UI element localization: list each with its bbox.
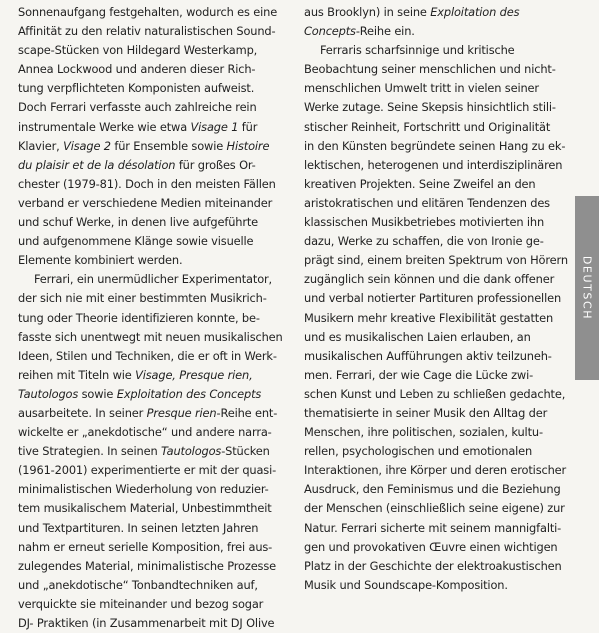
text-segment: menschlichen Umwelt tritt in vielen seiner bbox=[304, 81, 539, 96]
text-segment: -Stücken bbox=[221, 444, 270, 459]
text-segment: verband er verschiedene Medien miteinander bbox=[18, 195, 273, 210]
text-segment: Affinität zu den relativ naturalistischen Sound- bbox=[18, 24, 276, 39]
italic-title: Tautologos bbox=[18, 386, 79, 401]
language-tab-label: DEUTSCH bbox=[580, 255, 594, 321]
text-segment: Sonnenaufgang festgehalten, wodurch es eine bbox=[18, 5, 278, 19]
text-line bbox=[18, 118, 290, 137]
text-line bbox=[304, 442, 566, 461]
text-segment: Ferrari, ein unermüdlicher Experimentator, bbox=[34, 272, 273, 287]
text-segment: klassischen Musikbetriebes motivierten ihn bbox=[304, 215, 545, 230]
text-line bbox=[18, 60, 290, 79]
text-line bbox=[304, 232, 566, 251]
text-segment: sowie bbox=[78, 386, 117, 401]
text-line bbox=[18, 41, 290, 60]
text-segment: thematisierte in seiner Musik den Alltag der bbox=[304, 405, 548, 420]
text-segment: und schuf Werke, in denen live aufgeführte bbox=[18, 215, 259, 230]
text-line bbox=[304, 3, 566, 22]
text-segment: tung oder Theorie identifizieren konnte, be- bbox=[18, 310, 260, 325]
text-segment: tive Strategien. In seinen bbox=[18, 444, 162, 459]
text-line bbox=[304, 60, 566, 79]
text-segment: und verbal notierter Partituren professionellen bbox=[304, 291, 562, 306]
italic-title: du plaisir et de la désolation bbox=[18, 157, 176, 172]
text-segment: Klavier, bbox=[18, 138, 64, 153]
text-line bbox=[18, 328, 290, 347]
text-line bbox=[304, 137, 566, 156]
text-line bbox=[304, 194, 566, 213]
text-line bbox=[304, 385, 566, 404]
text-line bbox=[18, 595, 290, 614]
text-line bbox=[304, 499, 566, 518]
text-line bbox=[18, 557, 290, 576]
text-line bbox=[18, 98, 290, 117]
text-line bbox=[304, 175, 566, 194]
text-line bbox=[18, 576, 290, 595]
left-text-column bbox=[18, 3, 290, 633]
text-segment: Ausdruck, den Feminismus und die Beziehung bbox=[304, 482, 561, 497]
text-segment: tem musikalischem Material, Unbestimmtheit bbox=[18, 501, 272, 516]
text-segment: zugänglich sein können und die dank offener bbox=[304, 272, 555, 287]
text-line bbox=[18, 461, 290, 480]
text-segment: prägt sind, einem breiten Spektrum von Hörern bbox=[304, 253, 568, 268]
italic-title: Visage 2 bbox=[63, 138, 111, 153]
text-line bbox=[304, 366, 566, 385]
text-line bbox=[304, 480, 566, 499]
text-segment: und es musikalischen Laien erlauben, an bbox=[304, 329, 531, 344]
italic-title: Exploitation des bbox=[430, 5, 520, 19]
text-line bbox=[18, 499, 290, 518]
text-segment: Ferraris scharfsinnige und kritische bbox=[320, 43, 515, 58]
text-segment: kreativen Projekten. Seine Zweifel an den bbox=[304, 176, 536, 191]
italic-title: Visage 1 bbox=[190, 119, 239, 134]
text-segment: Menschen, ihre politischen, sozialen, kultu- bbox=[304, 425, 543, 440]
text-segment: und aufgenommene Klänge sowie visuelle bbox=[18, 234, 254, 249]
text-line bbox=[304, 347, 566, 366]
text-segment: stischer Reinheit, Fortschritt und Originalität bbox=[304, 119, 551, 134]
text-segment: gen und provokativen Œuvre einen wichtigen bbox=[304, 539, 558, 554]
text-line bbox=[18, 423, 290, 442]
text-line bbox=[18, 519, 290, 538]
text-segment: instrumentale Werke wie etwa bbox=[18, 119, 191, 134]
text-line bbox=[304, 328, 566, 347]
text-segment: -Reihe ein. bbox=[355, 24, 415, 39]
text-segment: wickelte er „anekdotische“ und andere narra- bbox=[18, 425, 272, 440]
text-segment: Ideen, Stilen und Techniken, die er oft in Werk- bbox=[18, 348, 277, 363]
italic-title: Histoire bbox=[226, 138, 270, 153]
text-segment: fasste sich unentwegt mit neuen musikalischen bbox=[18, 329, 283, 344]
text-segment: nahm er erneut serielle Komposition, frei aus- bbox=[18, 539, 273, 554]
text-segment: Interaktionen, ihre Körper und deren erotischer bbox=[304, 463, 567, 478]
text-segment: minimalistischen Wiederholung von reduzier- bbox=[18, 482, 269, 497]
text-segment: (1961-2001) experimentierte er mit der quasi- bbox=[18, 463, 277, 478]
text-line bbox=[304, 79, 566, 98]
text-segment: für bbox=[238, 119, 258, 134]
text-segment: Musik und Soundscape-Komposition. bbox=[304, 577, 508, 592]
text-line bbox=[18, 442, 290, 461]
text-line bbox=[304, 309, 566, 328]
text-line bbox=[18, 347, 290, 366]
text-segment: aus Brooklyn) in seine bbox=[304, 5, 431, 19]
text-line bbox=[18, 251, 290, 270]
text-line bbox=[18, 366, 290, 385]
text-line bbox=[18, 480, 290, 499]
italic-title: Tautologos bbox=[161, 444, 222, 459]
text-line bbox=[18, 270, 290, 289]
text-line bbox=[304, 423, 566, 442]
text-line bbox=[18, 22, 290, 41]
text-segment: Werke zutage. Seine Skepsis hinsichtlich stili- bbox=[304, 100, 556, 115]
text-segment: Platz in der Geschichte der elektroakustischen bbox=[304, 558, 562, 573]
text-line bbox=[304, 519, 566, 538]
text-segment: rellen, psychologischen und emotionalen bbox=[304, 444, 533, 459]
text-line bbox=[304, 251, 566, 270]
text-line bbox=[18, 194, 290, 213]
text-segment: men. Ferrari, der wie Cage die Lücke zwi- bbox=[304, 367, 534, 382]
text-line bbox=[304, 576, 566, 595]
text-segment: Doch Ferrari verfasste auch zahlreiche rein bbox=[18, 100, 257, 115]
text-line bbox=[18, 79, 290, 98]
text-segment: Elemente kombiniert werden. bbox=[18, 253, 183, 268]
text-segment: tung verpflichteten Komponisten aufweist. bbox=[18, 81, 255, 96]
text-segment: zulegendes Material, minimalistische Prozesse bbox=[18, 558, 276, 573]
language-tab bbox=[575, 196, 599, 380]
text-segment: der Menschen (einschließlich seine eigene) zur bbox=[304, 501, 565, 516]
italic-title: Presque rien bbox=[146, 405, 217, 420]
text-segment: chester (1979-81). Doch in den meisten Fällen bbox=[18, 176, 276, 191]
text-line bbox=[18, 213, 290, 232]
text-segment: Musikern mehr kreative Flexibilität gestatten bbox=[304, 310, 554, 325]
text-segment: ausarbeitete. In seiner bbox=[18, 405, 147, 420]
text-segment: dazu, Werke zu schaffen, die von Ironie ge- bbox=[304, 234, 544, 249]
text-line bbox=[304, 41, 566, 60]
text-line bbox=[18, 175, 290, 194]
text-segment: Annea Lockwood und anderen dieser Rich- bbox=[18, 62, 256, 77]
text-line bbox=[18, 404, 290, 423]
text-segment: scape-Stücken von Hildegard Westerkamp, bbox=[18, 43, 258, 58]
text-segment: -Reihe ent- bbox=[216, 405, 278, 420]
text-segment: und Textpartituren. In seinen letzten Jahren bbox=[18, 520, 259, 535]
text-segment: schen Kunst und Leben zu schließen gedachte, bbox=[304, 386, 566, 401]
text-segment: musikalischen Aufführungen aktiv teilzuneh- bbox=[304, 348, 552, 363]
text-segment: DJ- Praktiken (in Zusammenarbeit mit DJ Olive bbox=[18, 616, 275, 630]
text-segment: aristokratischen und elitären Tendenzen des bbox=[304, 195, 550, 210]
text-line bbox=[304, 118, 566, 137]
text-line bbox=[18, 137, 290, 156]
text-segment: Beobachtung seiner menschlichen und nicht- bbox=[304, 62, 556, 77]
text-segment: und „anekdotische“ Tonbandtechniken auf, bbox=[18, 577, 258, 592]
text-line bbox=[18, 232, 290, 251]
text-line bbox=[304, 461, 566, 480]
text-line bbox=[18, 538, 290, 557]
text-segment: für großes Or- bbox=[175, 157, 256, 172]
text-line bbox=[18, 156, 290, 175]
italic-title: Exploitation des Concepts bbox=[116, 386, 262, 401]
text-line bbox=[304, 22, 566, 41]
text-line bbox=[18, 309, 290, 328]
text-line bbox=[304, 404, 566, 423]
text-line bbox=[18, 385, 290, 404]
text-segment: verquickte sie miteinander und bezog sogar bbox=[18, 596, 264, 611]
text-line bbox=[304, 557, 566, 576]
text-line bbox=[304, 98, 566, 117]
text-segment: reihen mit Titeln wie bbox=[18, 367, 136, 382]
text-segment: für Ensemble sowie bbox=[110, 138, 227, 153]
text-line bbox=[18, 614, 290, 633]
text-line bbox=[304, 289, 566, 308]
text-line bbox=[304, 156, 566, 175]
text-segment: Natur. Ferrari sicherte mit seinem mannigfalti- bbox=[304, 520, 562, 535]
text-line bbox=[18, 289, 290, 308]
text-line bbox=[304, 538, 566, 557]
italic-title: Visage, Presque rien, bbox=[135, 367, 253, 382]
text-line bbox=[304, 270, 566, 289]
text-line bbox=[18, 3, 290, 22]
right-text-column bbox=[304, 3, 566, 595]
italic-title: Concepts bbox=[304, 24, 356, 39]
text-segment: der sich nie mit einer bestimmten Musikrich- bbox=[18, 291, 267, 306]
text-line bbox=[304, 213, 566, 232]
text-segment: lektischen, heterogenen und interdisziplinären bbox=[304, 157, 563, 172]
text-segment: in den Künsten begründete seinen Hang zu ek- bbox=[304, 138, 566, 153]
